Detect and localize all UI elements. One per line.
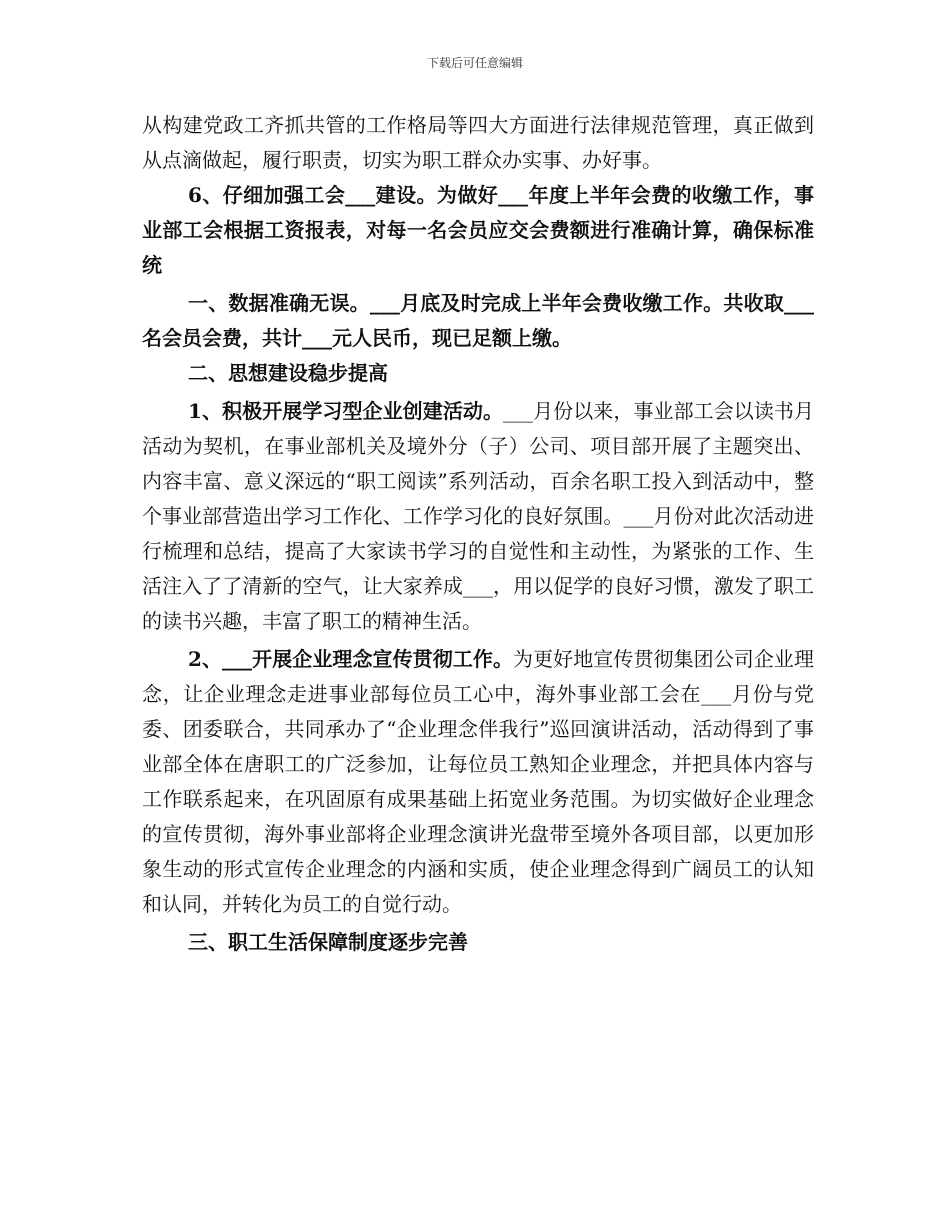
- paragraph-6-lead: 2、___开展企业理念宣传贯彻工作。: [188, 647, 514, 671]
- page-header: 下载后可任意编辑: [426, 56, 523, 70]
- paragraph-5: [142, 394, 814, 639]
- paragraph-5-text: ___月份以来，事业部工会以读书月活动为契机，在事业部机关及境外分（子）公司、项目部开展了主题突出、内容丰富、意义深远的“职工阅读”系列活动，百余名职工投入到活动中，整个事业部营造出学习工作化、工作学习化的良好氛围。___月份对此次活动进行梳理和总结，提高了大家读书学习的自觉性和主动性，为紧张的工作、生活注入了了清新的空气，让大家养成___，用以促学的良好习惯，激发了职工的读书兴趣，丰富了职工的精神生活。: [142, 399, 815, 633]
- paragraph-1-text: 从构建党政工齐抓共管的工作格局等四大方面进行法律规范管理，真正做到从点滴做起，履行职责，切实为职工群众办实事、办好事。: [142, 113, 814, 172]
- section-heading-3-text: 三、职工生活保障制度逐步完善: [188, 930, 468, 954]
- section-heading-2-text: 二、思想建设稳步提高: [188, 361, 388, 385]
- paragraph-5-lead: 1、积极开展学习型企业创建活动。: [188, 399, 504, 423]
- paragraph-2: [142, 178, 814, 283]
- paragraph-1: [142, 108, 814, 178]
- paragraph-6: [142, 642, 814, 922]
- paragraph-3-text: 一、数据准确无误。___月底及时完成上半年会费收缴工作。共收取___名会员会费，共计___元人民币，现已足额上缴。: [142, 291, 814, 350]
- paragraph-2-text: 6、仔细加强工会___建设。为做好___年度上半年会费的收缴工作，事业部工会根据工资报表，对每一名会员应交会费额进行准确计算，确保标准统: [142, 183, 814, 277]
- section-heading-3: [142, 925, 814, 960]
- paragraph-3: [142, 286, 814, 356]
- paragraph-6-text: 为更好地宣传贯彻集团公司企业理念，让企业理念走进事业部每位员工心中，海外事业部工会在___月份与党委、团委联合，共同承办了“企业理念伴我行”巡回演讲活动，活动得到了事业部全体在唐职工的广泛参加，让每位员工熟知企业理念，并把具体内容与工作联系起来，在巩固原有成果基础上拓宽业务范围。为切实做好企业理念的宣传贯彻，海外事业部将企业理念演讲光盘带至境外各项目部，以更加形象生动的形式宣传企业理念的内涵和实质，使企业理念得到广阔员工的认知和认同，并转化为员工的自觉行动。: [142, 647, 815, 916]
- section-heading-2: [142, 356, 814, 391]
- document-body: [142, 108, 814, 960]
